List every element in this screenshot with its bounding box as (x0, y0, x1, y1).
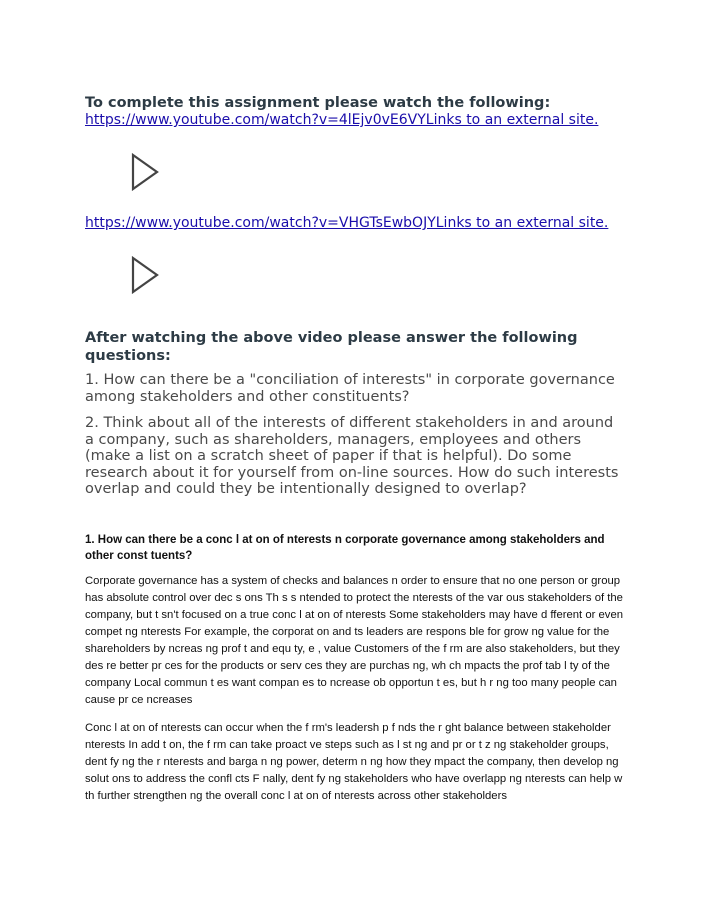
play-icon[interactable] (130, 153, 160, 191)
question-1: 1. How can there be a "conciliation of interests" in corporate governance among stakeholders and other constituents? (85, 372, 615, 405)
video-link-1[interactable]: https://www.youtube.com/watch?v=4lEjv0vE6VYLinks to an external site. (85, 112, 599, 128)
play-icon[interactable] (130, 256, 160, 294)
question-2: 2. Think about all of the interests of different stakeholders in and around a company, such as shareholders, managers, employees and others (make a list on a scratch sheet of paper if that is helpful). Do some research about it for yourself from on-line sources. How do such interests overlap and could they be intentionally designed to overlap? (85, 415, 619, 497)
answer-title: 1. How can there be a conc l at on of nterests n corporate governance among stakeholders and other const tuents? (85, 534, 605, 562)
answer-paragraph-2: Conc l at on of nterests can occur when the f rm's leadersh p f nds the r ght balance between stakeholder nterests In add t on, the f rm can take proact ve steps such as l st ng and pr or t z ng stakeholder groups, dent fy ng the r nterests and barga n ng power, determ n ng how they mpact the company, then develop ng solut ons to address the confl cts F nally, dent fy ng stakeholders who have overlapp ng nterests can help w th further strengthen ng the overall conc l at on of nterests across other stakeholders (85, 722, 623, 802)
video-link-2[interactable]: https://www.youtube.com/watch?v=VHGTsEwbOJYLinks to an external site. (85, 215, 609, 231)
questions-heading: After watching the above video please answer the following questions: (85, 330, 578, 364)
answer-paragraph-1: Corporate governance has a system of checks and balances n order to ensure that no one person or group has absolute control over dec s ons Th s s ntended to protect the nterests of the var ous stakeholders of the company, but t sn't focused on a true conc l at on of nterests Some stakeholders may have d fferent or even compet ng nterests For example, the corporat on and ts leaders are respons ble for grow ng value for the shareholders by ncreas ng prof t and equ ty, e , value Customers of the f rm are also stakeholders, but they des re better pr ces for the products or serv ces they are purchas ng, wh ch mpacts the prof tab l ty of the company Local commun t es want compan es to ncrease ob opportun t es, but h r ng too many people can cause pr ce ncreases (85, 575, 624, 706)
intro-heading: To complete this assignment please watch the following: (85, 95, 551, 111)
